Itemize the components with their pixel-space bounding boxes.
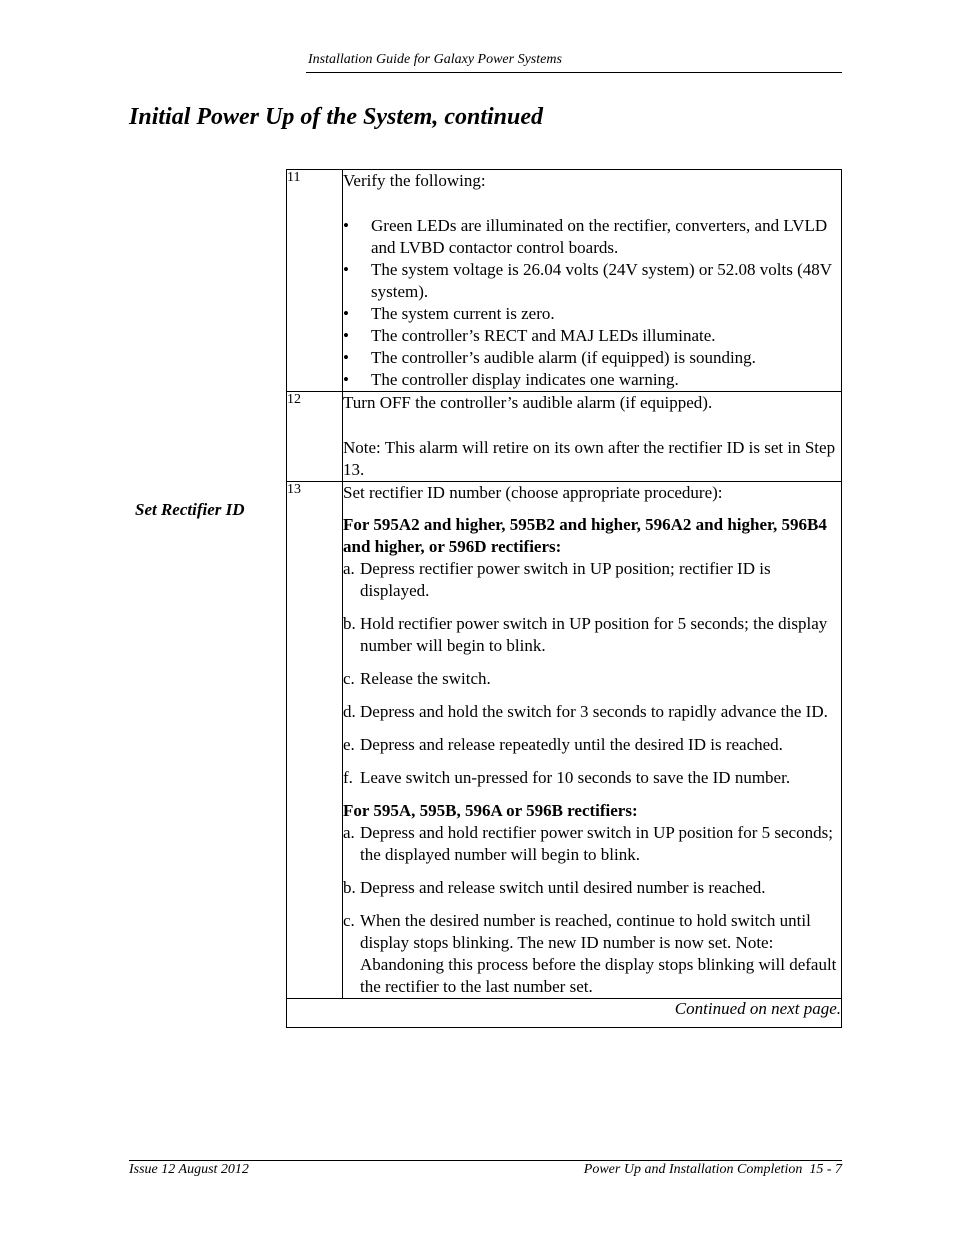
step-number: 12 <box>287 392 343 482</box>
bullet-icon: • <box>343 260 349 279</box>
bullet-icon: • <box>343 326 349 345</box>
list-item: • Green LEDs are illuminated on the rectifier, converters, and LVLD and LVBD contactor control boards. <box>343 216 828 257</box>
step-text: Turn OFF the controller’s audible alarm (if equipped). <box>343 393 713 412</box>
bullet-icon: • <box>343 216 349 235</box>
side-label-set-rectifier-id: Set Rectifier ID <box>135 500 245 519</box>
continued-row <box>287 999 842 1028</box>
verification-list <box>343 215 841 391</box>
continued-note: Continued on next page. <box>287 999 842 1028</box>
footer-page-ref: Power Up and Installation Completion 15 - 7 <box>583 1162 842 1177</box>
procedure-item: e. Depress and release repeatedly until the desired ID is reached. <box>343 735 783 754</box>
procedure-item: b. Depress and release switch until desired number is reached. <box>343 878 766 897</box>
step-content <box>343 482 842 999</box>
footer-rule <box>129 1160 842 1161</box>
page-title: Initial Power Up of the System, continued <box>129 104 544 130</box>
list-item: • The controller’s audible alarm (if equipped) is sounding. <box>343 348 756 367</box>
procedure-item: c. When the desired number is reached, continue to hold switch until display stops blinking. The new ID number is now set. Note: Abandoning this process before the display stops blinking will default the rectifier to the last number set. <box>343 911 837 996</box>
procedure-heading: For 595A, 595B, 596A or 596B rectifiers: <box>343 801 638 820</box>
step-intro: Verify the following: <box>343 171 486 190</box>
procedure-item: a. Depress rectifier power switch in UP position; rectifier ID is displayed. <box>343 559 771 600</box>
running-header: Installation Guide for Galaxy Power Systems <box>308 52 562 67</box>
list-item: • The system voltage is 26.04 volts (24V system) or 52.08 volts (48V system). <box>343 260 832 301</box>
procedure-item: d. Depress and hold the switch for 3 seconds to rapidly advance the ID. <box>343 702 828 721</box>
footer-issue: Issue 12 August 2012 <box>129 1162 249 1177</box>
procedure-item: b. Hold rectifier power switch in UP position for 5 seconds; the display number will begin to blink. <box>343 614 828 655</box>
list-item: • The controller’s RECT and MAJ LEDs illuminate. <box>343 326 716 345</box>
procedure-item: a. Depress and hold rectifier power switch in UP position for 5 seconds; the displayed number will begin to blink. <box>343 823 833 864</box>
list-item: • The system current is zero. <box>343 304 555 323</box>
procedure-item: c. Release the switch. <box>343 669 491 688</box>
step-content <box>343 170 842 392</box>
step-row-11 <box>287 170 842 392</box>
procedure-heading: For 595A2 and higher, 595B2 and higher, 596A2 and higher, 596B4 and higher, or 596D rectifiers: <box>343 515 827 556</box>
header-rule <box>306 72 842 73</box>
step-content <box>343 392 842 482</box>
bullet-icon: • <box>343 348 349 367</box>
bullet-icon: • <box>343 370 349 389</box>
step-number: 11 <box>287 170 343 392</box>
list-item: • The controller display indicates one warning. <box>343 370 679 389</box>
bullet-icon: • <box>343 304 349 323</box>
step-intro: Set rectifier ID number (choose appropriate procedure): <box>343 483 723 502</box>
step-row-12 <box>287 392 842 482</box>
procedure-table <box>286 169 842 1028</box>
step-number: 13 <box>287 482 343 999</box>
step-note: Note: This alarm will retire on its own after the rectifier ID is set in Step 13. <box>343 438 836 479</box>
step-row-13 <box>287 482 842 999</box>
procedure-item: f. Leave switch un-pressed for 10 seconds to save the ID number. <box>343 768 791 787</box>
